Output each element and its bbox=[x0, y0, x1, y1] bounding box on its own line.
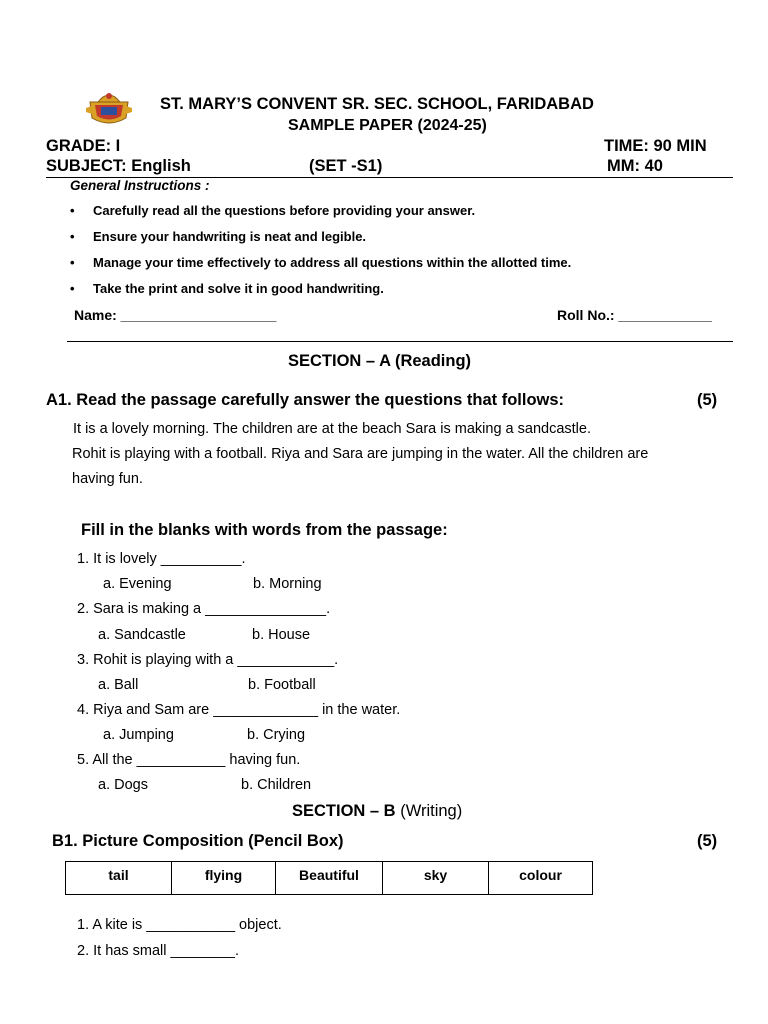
section-divider bbox=[67, 341, 733, 342]
word-cell: sky bbox=[383, 862, 489, 895]
question-a1-marks: (5) bbox=[697, 391, 718, 409]
option-b: b. Crying bbox=[247, 727, 306, 743]
school-name: ST. MARY’S CONVENT SR. SEC. SCHOOL, FARIDABAD bbox=[160, 95, 594, 113]
passage-line: Rohit is playing with a football. Riya and Sara are jumping in the water. All the children are bbox=[72, 446, 649, 462]
option-a: a. Jumping bbox=[103, 727, 174, 743]
marks-label: MM: 40 bbox=[607, 157, 663, 175]
option-a: a. Evening bbox=[103, 576, 172, 592]
passage-line: having fun. bbox=[72, 471, 143, 487]
instruction-item: • Take the print and solve it in good handwriting. bbox=[70, 281, 384, 296]
option-b: b. Football bbox=[248, 677, 316, 693]
bullet-icon: • bbox=[70, 229, 75, 244]
school-logo bbox=[86, 88, 132, 126]
option-b: b. Children bbox=[241, 777, 312, 793]
bullet-icon: • bbox=[70, 281, 75, 296]
option-a: a. Sandcastle bbox=[98, 627, 186, 643]
instructions-title: General Instructions : bbox=[70, 178, 210, 193]
word-cell: flying bbox=[172, 862, 276, 895]
bullet-icon: • bbox=[70, 255, 75, 270]
fill-question: 5. All the ___________ having fun. bbox=[77, 752, 301, 768]
instruction-item: • Ensure your handwriting is neat and legible. bbox=[70, 229, 367, 244]
roll-number-field[interactable]: Roll No.: ____________ bbox=[557, 307, 712, 323]
table-row bbox=[66, 862, 593, 895]
question-b1-marks: (5) bbox=[697, 832, 718, 850]
fill-question: 4. Riya and Sam are _____________ in the water. bbox=[77, 702, 401, 718]
word-cell: tail bbox=[66, 862, 172, 895]
option-b: b. House bbox=[252, 627, 311, 643]
instruction-item: • Manage your time effectively to address all questions within the allotted time. bbox=[70, 255, 572, 270]
name-field[interactable]: Name: ____________________ bbox=[74, 307, 277, 323]
fill-question: 2. Sara is making a _______________. bbox=[77, 601, 331, 617]
fill-question: 3. Rohit is playing with a ____________. bbox=[77, 652, 339, 668]
grade-label: GRADE: I bbox=[46, 137, 121, 155]
paper-title: SAMPLE PAPER (2024-25) bbox=[288, 117, 487, 134]
question-b1: B1. Picture Composition (Pencil Box) bbox=[52, 832, 344, 850]
option-a: a. Dogs bbox=[98, 777, 148, 793]
composition-sentence: 2. It has small ________. bbox=[77, 943, 240, 959]
section-b-title: SECTION – B (Writing) bbox=[292, 802, 463, 820]
time-label: TIME: 90 MIN bbox=[604, 137, 707, 155]
option-b: b. Morning bbox=[253, 576, 322, 592]
bullet-icon: • bbox=[70, 203, 75, 218]
question-a1: A1. Read the passage carefully answer the questions that follows: bbox=[46, 391, 565, 409]
passage-line: It is a lovely morning. The children are at the beach Sara is making a sandcastle. bbox=[73, 421, 591, 437]
word-cell: colour bbox=[489, 862, 593, 895]
fill-question: 1. It is lovely __________. bbox=[77, 551, 246, 567]
fill-blanks-title: Fill in the blanks with words from the passage: bbox=[81, 521, 448, 539]
word-cell: Beautiful bbox=[276, 862, 383, 895]
section-a-title: SECTION – A (Reading) bbox=[288, 352, 472, 370]
word-box-table bbox=[65, 861, 593, 895]
instruction-item: • Carefully read all the questions before providing your answer. bbox=[70, 203, 476, 218]
set-label: (SET -S1) bbox=[309, 157, 383, 175]
composition-sentence: 1. A kite is ___________ object. bbox=[77, 917, 282, 933]
option-a: a. Ball bbox=[98, 677, 139, 693]
subject-label: SUBJECT: English bbox=[46, 157, 191, 175]
